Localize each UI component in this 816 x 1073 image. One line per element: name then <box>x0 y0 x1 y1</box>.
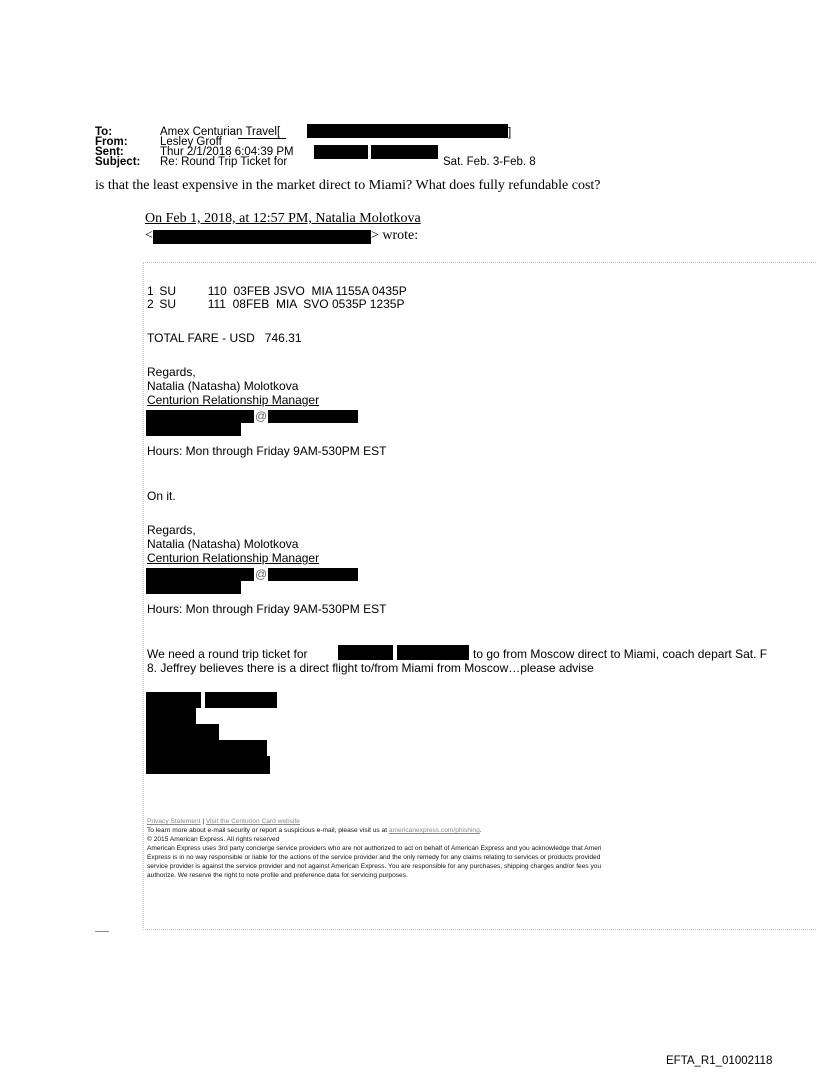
footer-disclaimer-1: American Express uses 3rd party concierge service providers who are not authorized to act on behalf of American Express and you acknowledge that Ameri <box>147 845 602 852</box>
footer-disclaimer-2: Express is in no way responsible or liable for the actions of the service provider and the only remedy for any claims relating to services or products provided <box>147 854 601 861</box>
quote-intro-line1: On Feb 1, 2018, at 12:57 PM, Natalia Molotkova <box>145 211 421 226</box>
footer-copyright: © 2015 American Express. All rights reserved <box>147 836 280 843</box>
redaction-sig2-email-domain <box>268 568 358 581</box>
sent-underline <box>238 138 286 139</box>
flight-details: 111 08FEB MIA SVO 0535P 1235P <box>207 297 405 311</box>
sig1-at: @ <box>255 409 268 423</box>
sig1-regards: Regards, <box>147 365 196 379</box>
phishing-link[interactable]: americanexpress.com/phishing <box>388 827 480 834</box>
subject-label: Subject: <box>95 156 141 168</box>
from-value: Lesley Groff <box>160 136 222 148</box>
sig2-title: Centurion Relationship Manager <box>147 551 320 565</box>
flight-num: 1 <box>147 284 154 298</box>
flight-row <box>147 285 407 297</box>
sent-value: Thur 2/1/2018 6:04:39 PM <box>160 146 294 158</box>
footer-security-end: . <box>479 827 482 834</box>
sig2-name: Natalia (Natasha) Molotkova <box>147 537 299 551</box>
redaction-sig1-email-domain <box>268 410 358 423</box>
flight-num: 2 <box>147 297 154 311</box>
request-line2: 8. Jeffrey believes there is a direct flight to/from Miami from Moscow…please advise <box>147 661 594 675</box>
quote-intro-close: > wrote: <box>371 228 419 243</box>
footer-disclaimer-4: authorize. We reserve the right to note profile and preference data for servicing purposes. <box>147 872 408 879</box>
privacy-statement-link[interactable]: Privacy Statement <box>147 818 201 825</box>
to-value: Amex Centurian Travel[ <box>160 126 281 138</box>
sig1-name: Natalia (Natasha) Molotkova <box>147 379 299 393</box>
flight-details: 110 03FEB JSVO MIA 1155A 0435P <box>207 284 407 298</box>
redaction-sig2-email-user <box>146 568 254 581</box>
flight-row <box>147 298 404 310</box>
reply-text: is that the least expensive in the market direct to Miami? What does fully refundable cost? <box>95 178 601 193</box>
redaction-block-3 <box>146 708 196 724</box>
redaction-block-4 <box>146 724 219 740</box>
redaction-subject-last-name <box>371 145 438 159</box>
sig1-title: Centurion Relationship Manager <box>147 393 320 407</box>
subject-tail: Sat. Feb. 3-Feb. 8 <box>443 156 536 168</box>
request-line1-a: We need a round trip ticket for <box>147 647 308 661</box>
flight-carrier: SU <box>159 297 177 311</box>
subject-value: Re: Round Trip Ticket for <box>160 156 288 168</box>
sig2-regards: Regards, <box>147 523 196 537</box>
redaction-block-5 <box>146 740 267 756</box>
footer-security-line <box>147 827 482 835</box>
redaction-request-last-name <box>397 645 469 660</box>
redaction-block-2 <box>205 692 277 708</box>
footer-sep: | <box>200 818 206 825</box>
footer-disclaimer-3: service provider is against the service provider and not against American Express. You are responsible for any purchases, shipping charges and/or fees you <box>147 863 602 870</box>
redaction-sig1-email-user <box>146 410 254 423</box>
on-it-text: On it. <box>147 489 176 503</box>
redaction-request-first-name <box>338 645 393 660</box>
redaction-block-6 <box>146 756 270 774</box>
end-dash <box>95 931 109 932</box>
to-value-close: ] <box>508 127 512 139</box>
redaction-sig1-phone <box>146 423 241 436</box>
request-line1-b: to go from Moscow direct to Miami, coach depart Sat. F <box>473 647 768 661</box>
to-label: To: <box>95 126 113 138</box>
footer-links <box>147 818 300 826</box>
from-label: From: <box>95 136 128 148</box>
centurion-website-link[interactable]: Visit the Centurion Card website <box>205 818 300 825</box>
redaction-sig2-phone <box>146 581 241 594</box>
footer-security-text: To learn more about e-mail security or report a suspicious e-mail, please visit us at <box>147 827 389 834</box>
flight-carrier: SU <box>159 284 177 298</box>
redaction-subject-first-name <box>314 145 368 159</box>
sig1-hours: Hours: Mon through Friday 9AM-530PM EST <box>147 444 387 458</box>
redaction-to-email <box>307 124 508 138</box>
redaction-sender-email <box>153 230 371 244</box>
sent-label: Sent: <box>95 146 124 158</box>
quote-intro-open: < <box>145 228 153 243</box>
document-id: EFTA_R1_01002118 <box>666 1055 773 1067</box>
total-fare: TOTAL FARE - USD 746.31 <box>147 331 302 345</box>
sig2-at: @ <box>255 567 268 581</box>
redaction-block-1 <box>146 692 201 708</box>
sig2-hours: Hours: Mon through Friday 9AM-530PM EST <box>147 602 387 616</box>
